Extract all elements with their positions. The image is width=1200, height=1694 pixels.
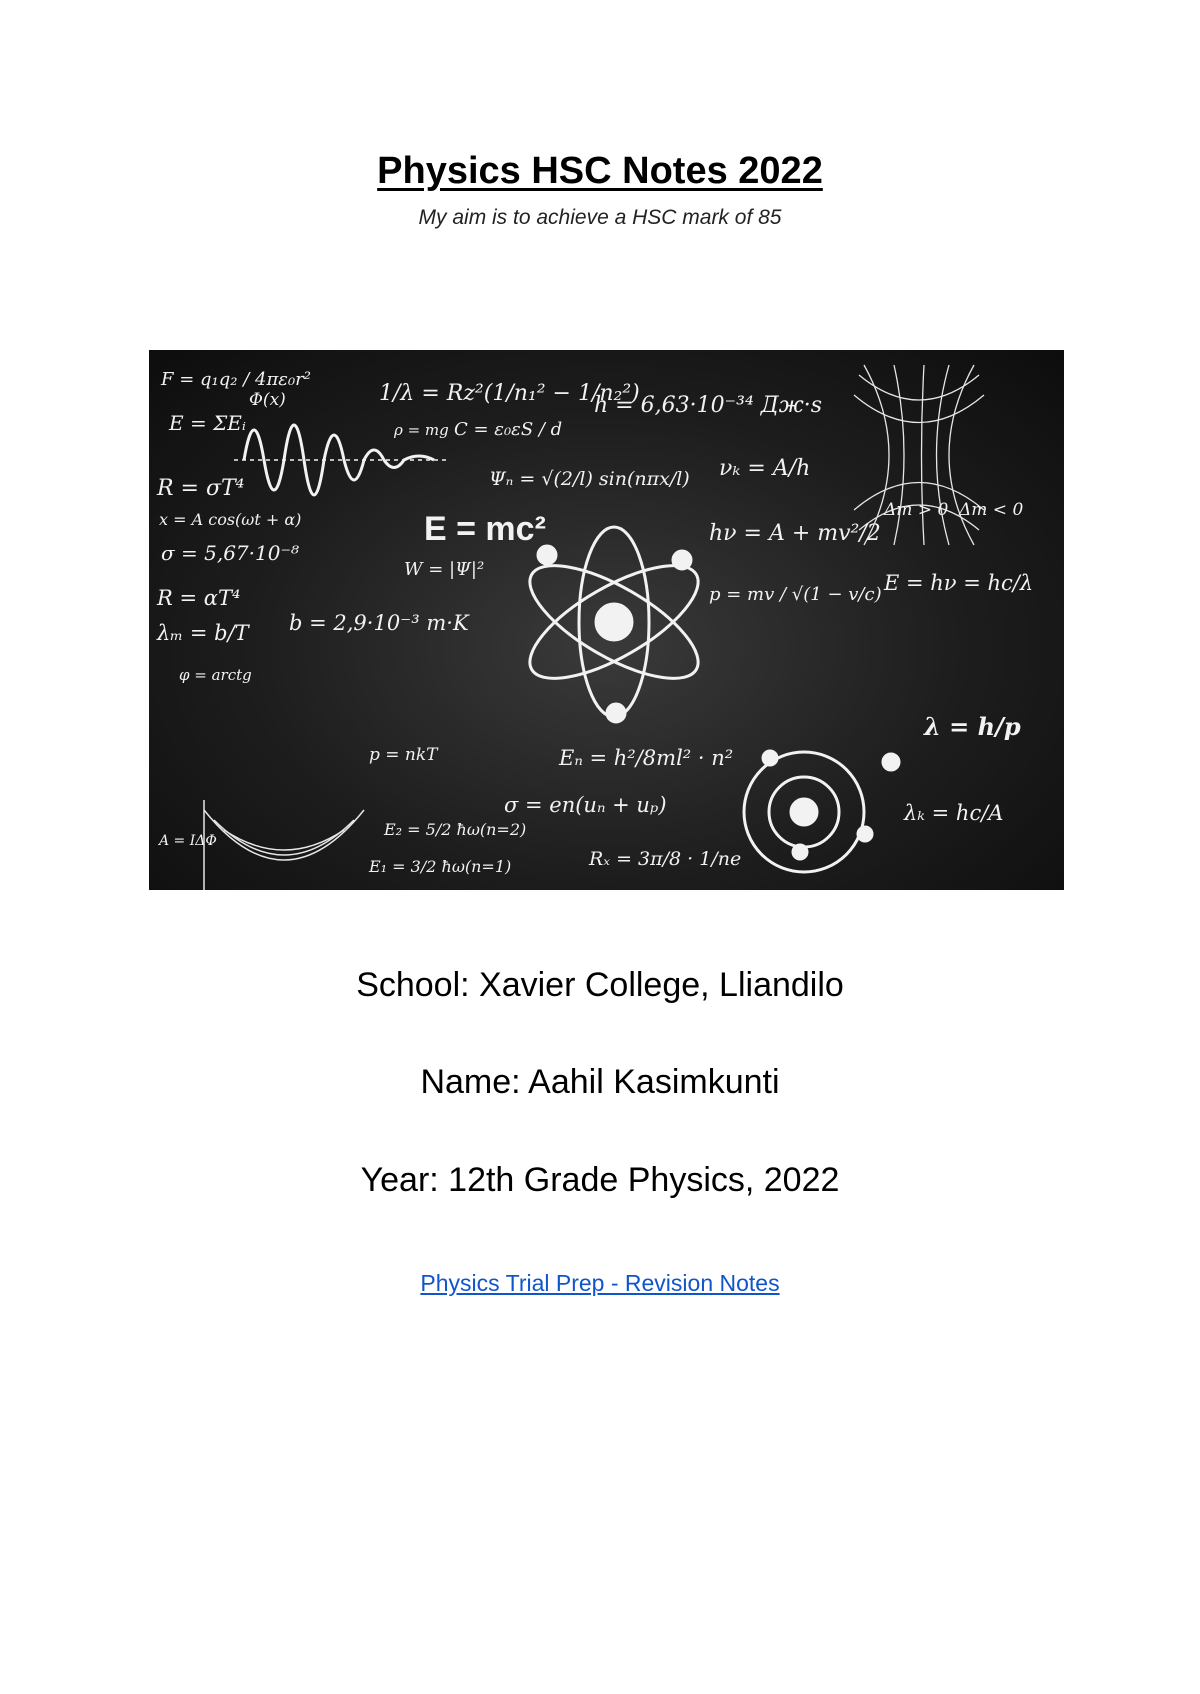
formula: E₂ = 5/2 ħω(n=2) xyxy=(384,820,527,839)
formula: Rₓ = 3π/8 · 1/ne xyxy=(589,848,742,870)
chalkboard-drawing xyxy=(149,350,1064,890)
potential-well-icon xyxy=(204,800,364,890)
formula: E = ΣEᵢ xyxy=(169,411,246,435)
formula: W = |Ψ|² xyxy=(404,559,485,580)
formula: F = q₁q₂ / 4πε₀r² xyxy=(161,369,311,390)
physics-chalkboard-image xyxy=(149,350,1064,890)
formula: σ = 5,67·10⁻⁸ xyxy=(161,541,300,565)
formula: σ = en(uₙ + uₚ) xyxy=(504,793,667,817)
formula: νₖ = A/h xyxy=(719,456,811,481)
formula: Δm < 0 xyxy=(959,500,1024,520)
formula: x = A cos(ωt + α) xyxy=(159,510,302,529)
formula: E₁ = 3/2 ħω(n=1) xyxy=(369,857,512,876)
revision-notes-link[interactable]: Physics Trial Prep - Revision Notes xyxy=(420,1270,780,1296)
formula: ρ = mg xyxy=(394,421,449,439)
formula: p = nkT xyxy=(369,745,438,765)
formula: Δm > 0 xyxy=(884,500,949,520)
formula: E = mc² xyxy=(424,510,546,548)
formula: λₘ = b/T xyxy=(157,621,249,645)
formula: R = σT⁴ xyxy=(157,476,245,501)
formula: h = 6,63·10⁻³⁴ Дж·s xyxy=(594,393,822,418)
formula: R = αT⁴ xyxy=(157,586,241,610)
document-subtitle: My aim is to achieve a HSC mark of 85 xyxy=(418,206,782,229)
formula: φ = arctg xyxy=(179,666,252,684)
atom-icon xyxy=(514,527,714,722)
formula: Φ(x) xyxy=(249,390,286,410)
formula: Eₙ = h²/8ml² · n² xyxy=(559,746,734,770)
formula: 1/λ = Rz²(1/n₁² − 1/n₂²) xyxy=(379,381,640,406)
bohr-model-icon xyxy=(744,751,899,872)
formula: b = 2,9·10⁻³ m·K xyxy=(289,611,469,635)
formula: p = mv / √(1 − v/c) xyxy=(709,584,882,605)
formula: E = hν = hc/λ xyxy=(884,571,1034,595)
formula: A = IΔΦ xyxy=(159,833,217,849)
formula: λ = h/p xyxy=(924,712,1021,741)
formula: C = ε₀εS / d xyxy=(454,419,563,440)
document-title: Physics HSC Notes 2022 xyxy=(377,150,823,192)
formula: Ψₙ = √(2/l) sin(nπx/l) xyxy=(489,468,690,490)
year-line: Year: 12th Grade Physics, 2022 xyxy=(360,1161,840,1199)
formula: λₖ = hc/A xyxy=(904,801,1004,825)
formula: hν = A + mv²/2 xyxy=(709,521,881,546)
school-line: School: Xavier College, Lliandilo xyxy=(356,966,844,1004)
student-name-line: Name: Aahil Kasimkunti xyxy=(420,1063,780,1101)
